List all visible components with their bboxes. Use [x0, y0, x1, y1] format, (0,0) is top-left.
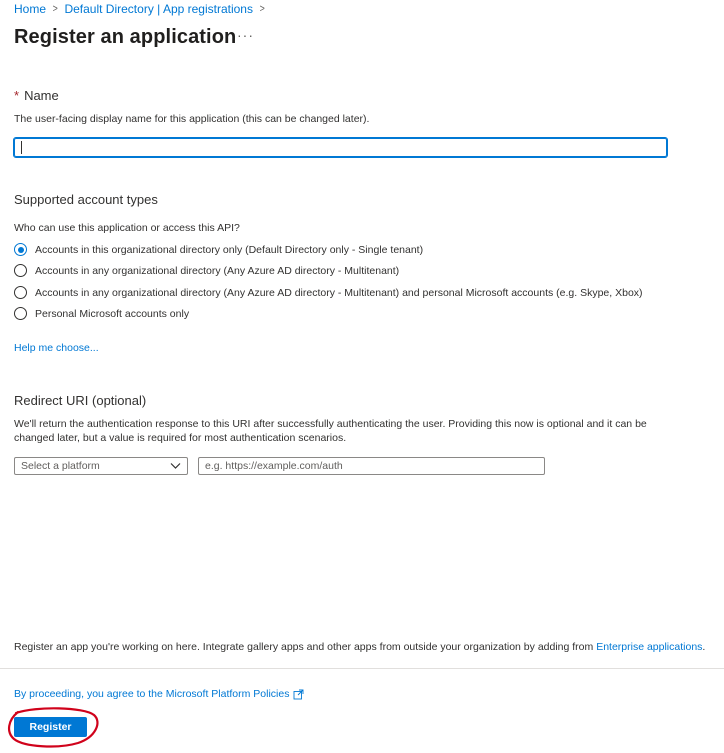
account-types-label: Supported account types — [14, 192, 158, 207]
required-mark: * — [14, 88, 20, 103]
redirect-uri-input[interactable] — [198, 457, 545, 475]
chevron-down-icon — [170, 462, 181, 470]
external-link-icon[interactable] — [293, 689, 304, 700]
footer-divider — [0, 668, 724, 669]
radio-label: Accounts in this organizational directory only (Default Directory only - Single tenant) — [35, 243, 424, 256]
radio-multitenant-personal[interactable] — [14, 286, 643, 299]
more-options-icon[interactable]: ··· — [237, 27, 254, 43]
redirect-description-line2: changed later, but a value is required for most authentication scenarios. — [14, 432, 347, 444]
text-caret — [21, 141, 22, 154]
radio-selected-icon[interactable] — [14, 243, 27, 256]
platform-select-placeholder: Select a platform — [21, 460, 100, 472]
register-button[interactable]: Register — [14, 717, 87, 737]
redirect-uri-placeholder: e.g. https://example.com/auth — [205, 460, 343, 472]
name-help-text: The user-facing display name for this application (this can be changed later). — [14, 113, 370, 125]
radio-label: Accounts in any organizational directory (Any Azure AD directory - Multitenant) — [35, 264, 400, 277]
redirect-uri-label: Redirect URI (optional) — [14, 393, 147, 408]
radio-unselected-icon[interactable] — [14, 286, 27, 299]
chevron-right-icon: > — [52, 3, 58, 15]
breadcrumb — [14, 2, 271, 17]
help-me-choose-link[interactable]: Help me choose... — [14, 342, 99, 354]
policy-row — [14, 687, 304, 701]
radio-single-tenant[interactable] — [14, 243, 423, 256]
name-label — [14, 88, 59, 104]
footer-note-end: . — [702, 641, 706, 653]
footer-note — [14, 640, 705, 654]
annotation-circle-icon — [6, 705, 102, 749]
chevron-right-icon: > — [259, 3, 265, 15]
name-label-text: Name — [24, 88, 59, 103]
account-types-question: Who can use this application or access this API? — [14, 222, 240, 234]
radio-label: Personal Microsoft accounts only — [35, 307, 190, 320]
radio-multitenant[interactable] — [14, 264, 399, 277]
radio-personal-only[interactable] — [14, 307, 189, 320]
platform-policies-link[interactable]: By proceeding, you agree to the Microsoft Platform Policies — [14, 688, 290, 700]
page-title: Register an application — [14, 26, 237, 48]
enterprise-applications-link[interactable]: Enterprise applications — [596, 641, 703, 653]
name-input[interactable] — [14, 138, 667, 157]
footer-note-text: Register an app you're working on here. Integrate gallery apps and other apps from outside your organization by adding from — [14, 641, 594, 653]
redirect-description-line1: We'll return the authentication response to this URI after successfully authenticating the user. Providing this now is optional and it can be — [14, 418, 647, 430]
radio-unselected-icon[interactable] — [14, 264, 27, 277]
radio-label: Accounts in any organizational directory (Any Azure AD directory - Multitenant) and personal Microsoft accounts (e.g. Skype, Xbox) — [35, 286, 643, 299]
breadcrumb-home[interactable]: Home — [14, 2, 47, 16]
radio-unselected-icon[interactable] — [14, 307, 27, 320]
breadcrumb-app-registrations[interactable]: Default Directory | App registrations — [64, 2, 253, 16]
platform-select[interactable] — [14, 457, 188, 475]
